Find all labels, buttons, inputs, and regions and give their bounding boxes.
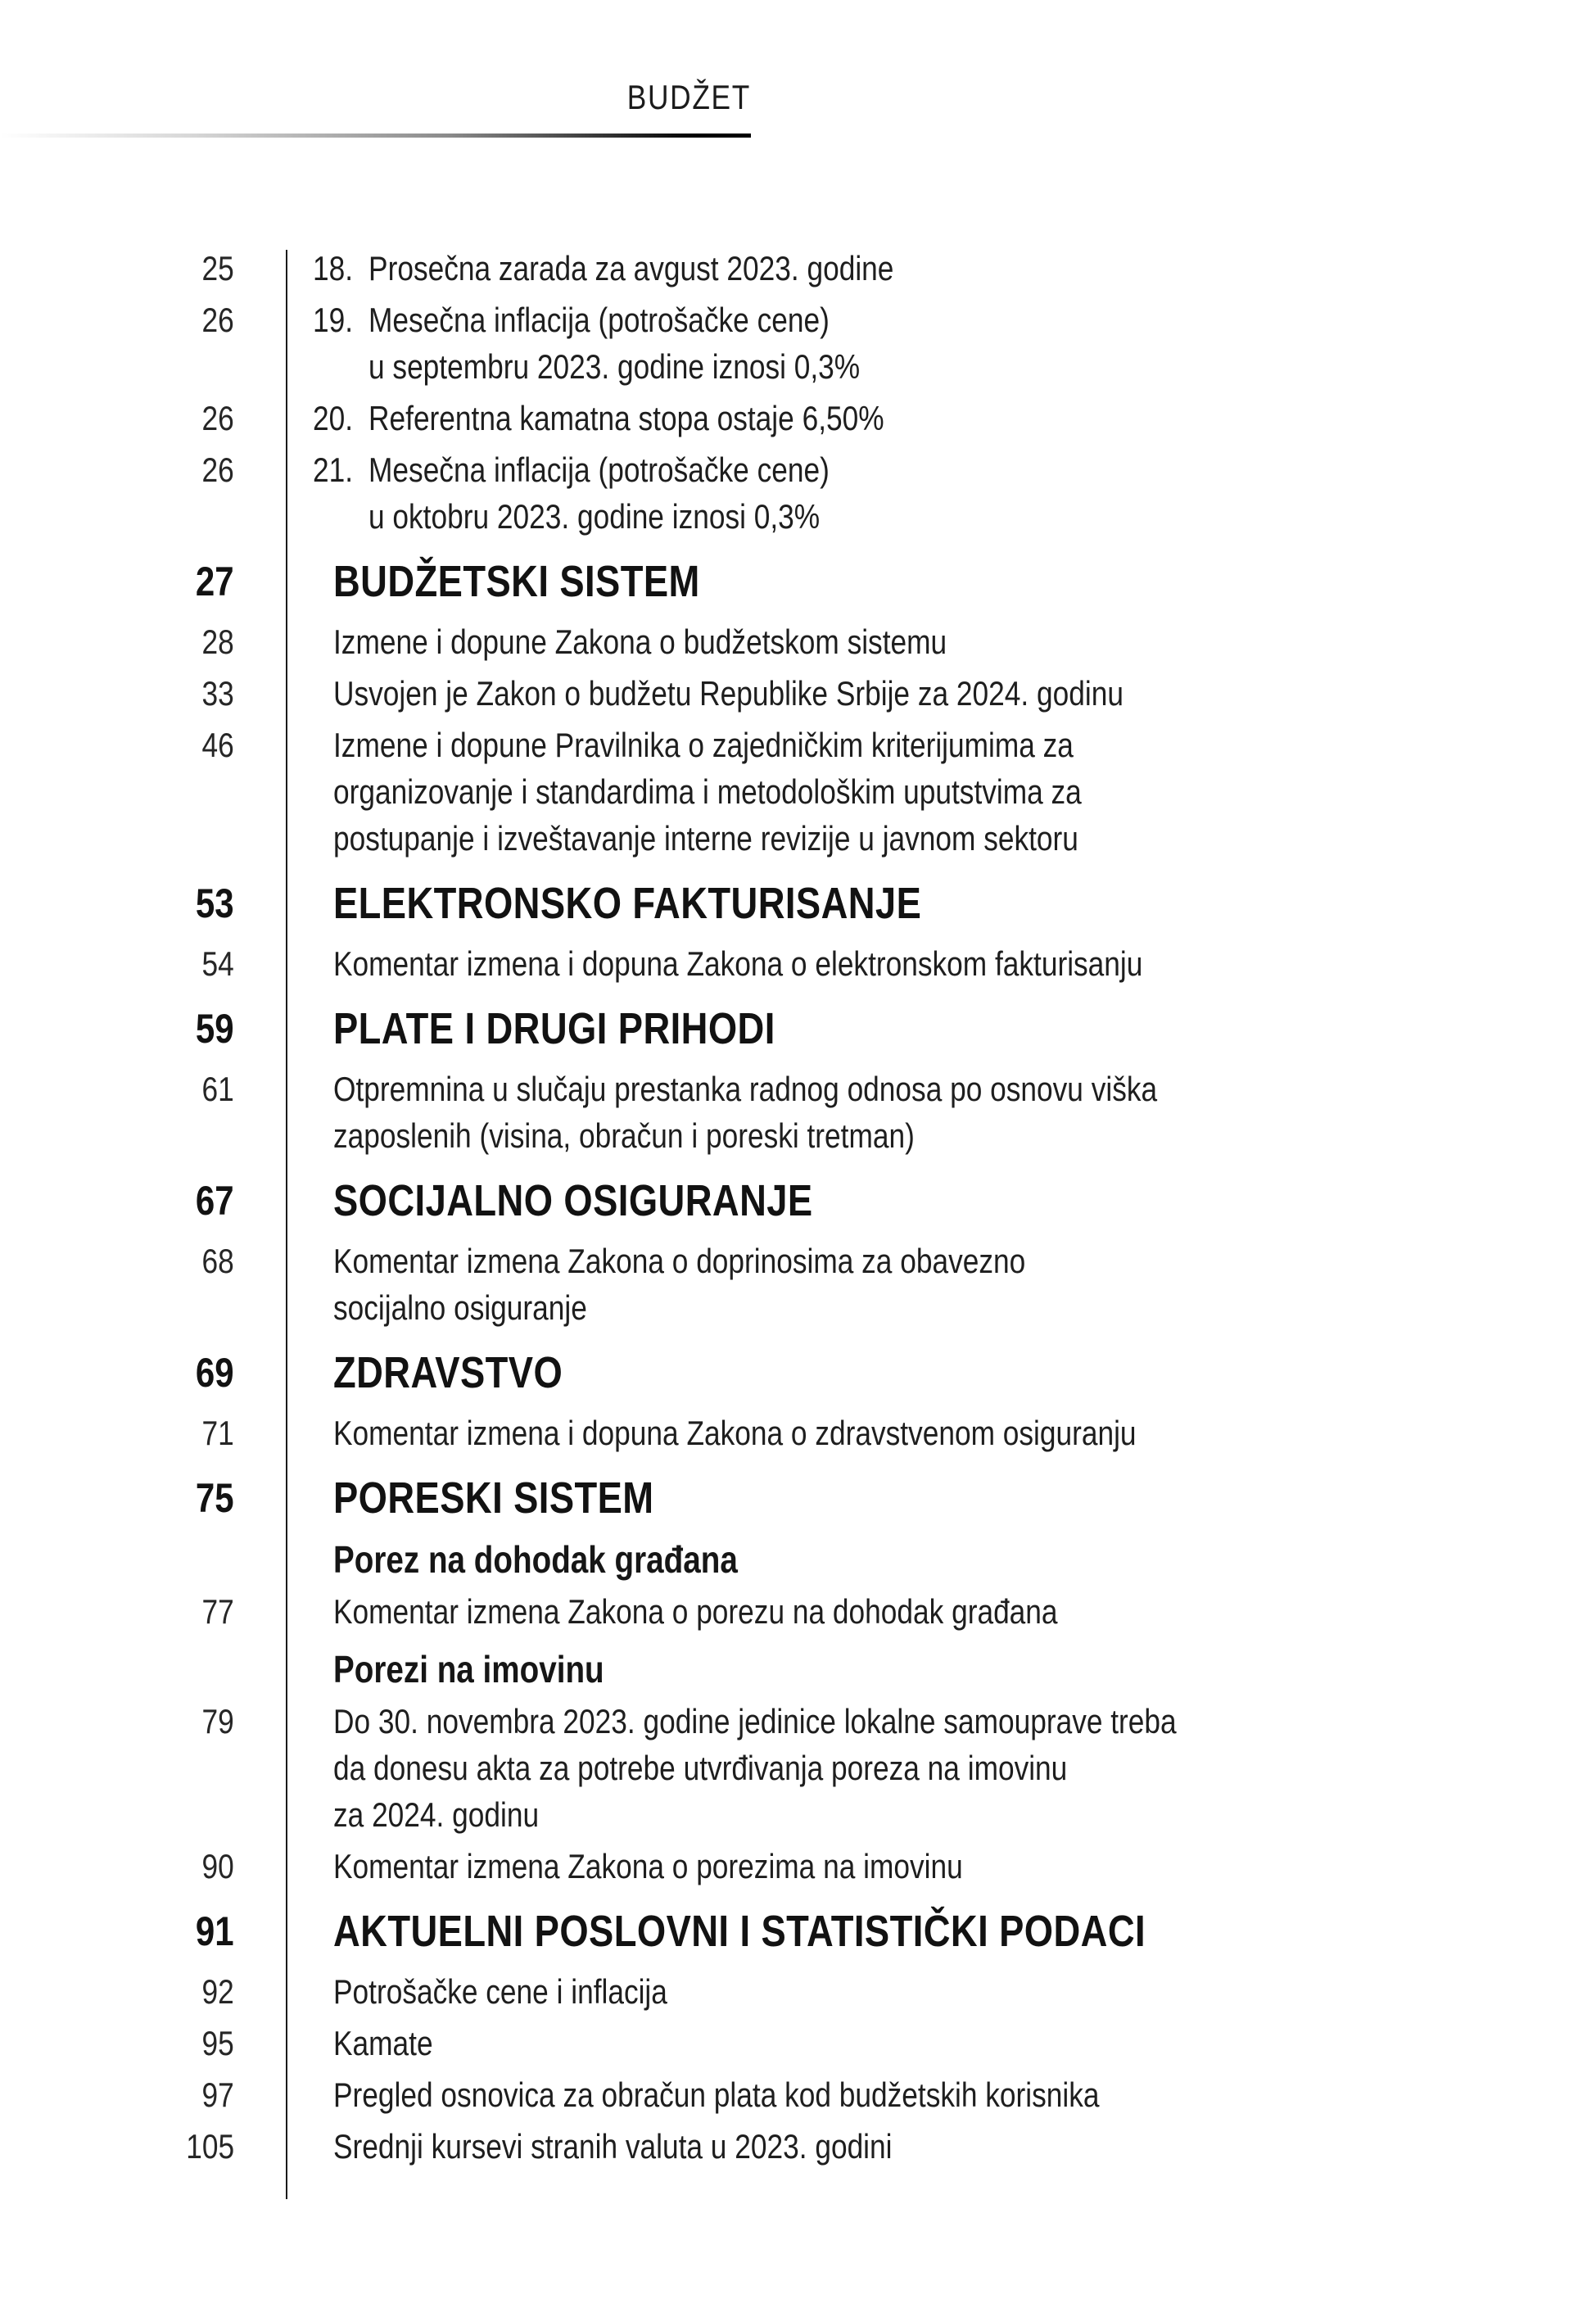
toc-entry-text — [313, 2020, 1596, 2066]
toc-row — [0, 245, 1596, 292]
toc-page-number: 26 — [201, 450, 234, 489]
toc-entry-text — [313, 296, 1596, 390]
toc-entry-line: Srednji kursevi stranih valuta u 2023. godini — [333, 2127, 893, 2166]
toc-row — [0, 1238, 1596, 1331]
toc-entry-text — [313, 2123, 1596, 2170]
toc-entry-line: Komentar izmena i dopuna Zakona o elektronskom fakturisanju — [333, 944, 1143, 983]
toc-entry-line: u oktobru 2023. godine iznosi 0,3% — [368, 497, 821, 536]
toc-page-number: 105 — [186, 2127, 234, 2166]
toc-entry-text — [313, 1588, 1596, 1635]
toc-row — [0, 1904, 1596, 1958]
toc-entry-line: 18. Prosečna zarada za avgust 2023. godine — [313, 245, 1390, 292]
toc-entry-text — [313, 876, 1596, 930]
toc-row — [0, 670, 1596, 717]
toc-entry-text — [313, 1174, 1596, 1228]
toc-entry-text — [313, 940, 1596, 987]
toc-row — [0, 1471, 1596, 1525]
toc-page-number: 90 — [201, 1847, 234, 1885]
toc-row — [0, 1698, 1596, 1838]
toc-row — [0, 1346, 1596, 1400]
toc-entry-line: organizovanje i standardima i metodološkim uputstvima za — [333, 772, 1082, 811]
toc-page-number: 59 — [196, 1006, 234, 1052]
toc-page-number: 26 — [201, 399, 234, 437]
toc-entry-line: PLATE I DRUGI PRIHODI — [333, 1004, 775, 1053]
toc-entry-line: Kamate — [333, 2024, 433, 2062]
toc-ordinal: 19. — [313, 301, 354, 339]
toc-entry-line: Komentar izmena i dopuna Zakona o zdravstvenom osiguranju — [333, 1414, 1137, 1452]
toc-page-number: 92 — [201, 1972, 234, 2011]
toc-page-number: 77 — [201, 1592, 234, 1631]
toc-entry-line: ZDRAVSTVO — [333, 1348, 563, 1397]
toc-page-number: 46 — [201, 726, 234, 764]
toc-entry-line: Izmene i dopune Zakona o budžetskom sistemu — [333, 622, 947, 661]
toc-entry-text — [313, 554, 1596, 609]
toc-page-number: 79 — [201, 1702, 234, 1740]
toc-page-number: 97 — [201, 2075, 234, 2114]
toc-entry-text — [313, 1066, 1596, 1159]
toc-ordinal: 21. — [313, 450, 354, 489]
toc-page-number: 25 — [201, 249, 234, 287]
toc-page-number: 53 — [196, 880, 234, 926]
toc-row — [0, 446, 1596, 540]
toc-entry-line: Porezi na imovinu — [333, 1648, 604, 1691]
toc-row — [0, 1646, 1596, 1693]
toc-page-number: 69 — [196, 1350, 234, 1396]
toc-row — [0, 395, 1596, 441]
toc-ordinal: 18. — [313, 249, 354, 287]
toc-entry-text — [313, 618, 1596, 665]
toc-row — [0, 1002, 1596, 1056]
toc-list — [0, 245, 1596, 2175]
toc-row — [0, 722, 1596, 862]
toc-entry-line: Komentar izmena Zakona o porezima na imovinu — [333, 1847, 963, 1885]
toc-entry-line: Otpremnina u slučaju prestanka radnog odnosa po osnovu viška — [333, 1070, 1158, 1108]
toc-row — [0, 554, 1596, 609]
toc-page-number: 68 — [201, 1242, 234, 1280]
toc-entry-text — [313, 1410, 1596, 1456]
toc-entry-line: 19. Mesečna inflacija (potrošačke cene) — [313, 296, 1390, 343]
toc-row — [0, 2123, 1596, 2170]
toc-row — [0, 1174, 1596, 1228]
toc-entry-line: u septembru 2023. godine iznosi 0,3% — [368, 347, 861, 386]
toc-page-number: 71 — [201, 1414, 234, 1452]
toc-entry-line: PORESKI SISTEM — [333, 1473, 654, 1523]
toc-page-number: 28 — [201, 622, 234, 661]
toc-entry-line: SOCIJALNO OSIGURANJE — [333, 1176, 813, 1225]
toc-entry-line: BUDŽETSKI SISTEM — [333, 557, 700, 606]
toc-entry-line: Komentar izmena Zakona o doprinosima za obavezno — [333, 1242, 1026, 1280]
toc-entry-line: 21. Mesečna inflacija (potrošačke cene) — [313, 446, 1390, 493]
toc-entry-line: AKTUELNI POSLOVNI I STATISTIČKI PODACI — [333, 1907, 1146, 1956]
toc-row — [0, 296, 1596, 390]
toc-entry-line: da donesu akta za potrebe utvrđivanja poreza na imovinu — [333, 1749, 1068, 1787]
toc-entry-text — [313, 1904, 1596, 1958]
toc-page-number: 61 — [201, 1070, 234, 1108]
toc-page-number: 54 — [201, 944, 234, 983]
toc-row — [0, 618, 1596, 665]
toc-row — [0, 1968, 1596, 2015]
toc-entry-line: Pregled osnovica za obračun plata kod budžetskih korisnika — [333, 2075, 1100, 2114]
toc-entry-line: Potrošačke cene i inflacija — [333, 1972, 667, 2011]
toc-entry-line: socijalno osiguranje — [333, 1288, 587, 1327]
toc-page-number: 91 — [196, 1908, 234, 1954]
toc-entry-line: Porez na dohodak građana — [333, 1538, 738, 1581]
toc-row — [0, 876, 1596, 930]
toc-entry-line: postupanje i izveštavanje interne revizije u javnom sektoru — [333, 819, 1078, 858]
toc-entry-text — [313, 1238, 1596, 1331]
toc-ordinal: 20. — [313, 399, 354, 437]
toc-entry-text — [313, 446, 1596, 540]
toc-row — [0, 1066, 1596, 1159]
toc-row — [0, 2020, 1596, 2066]
toc-page-number: 75 — [196, 1475, 234, 1521]
page-header — [0, 77, 751, 118]
toc-row — [0, 2071, 1596, 2118]
toc-page-number: 67 — [196, 1178, 234, 1224]
toc-page-number: 27 — [196, 559, 234, 604]
toc-entry-text — [313, 245, 1596, 292]
toc-entry-text — [313, 2071, 1596, 2118]
toc-entry-line: zaposlenih (visina, obračun i poreski tretman) — [333, 1116, 915, 1155]
toc-row — [0, 940, 1596, 987]
toc-page-number: 95 — [201, 2024, 234, 2062]
page-header-title: BUDŽET — [626, 78, 751, 116]
toc-entry-line: Izmene i dopune Pravilnika o zajedničkim kriterijumima za — [333, 726, 1074, 764]
toc-page-number: 33 — [201, 674, 234, 713]
toc-entry-line: Komentar izmena Zakona o porezu na dohodak građana — [333, 1592, 1058, 1631]
toc-entry-text — [313, 1346, 1596, 1400]
toc-entry-text — [313, 1537, 1596, 1583]
toc-entry-text — [313, 1002, 1596, 1056]
toc-entry-text — [313, 395, 1596, 441]
toc-entry-text — [313, 670, 1596, 717]
toc-entry-text — [313, 1968, 1596, 2015]
toc-entry-text — [313, 1646, 1596, 1693]
toc-entry-line: 20. Referentna kamatna stopa ostaje 6,50% — [313, 395, 1390, 441]
toc-entry-text — [313, 1698, 1596, 1838]
toc-row — [0, 1537, 1596, 1583]
toc-entry-line: za 2024. godinu — [333, 1795, 540, 1834]
toc-row — [0, 1843, 1596, 1890]
toc-row — [0, 1588, 1596, 1635]
toc-entry-text — [313, 1843, 1596, 1890]
toc-row — [0, 1410, 1596, 1456]
header-rule — [0, 134, 751, 138]
toc-entry-line: Do 30. novembra 2023. godine jedinice lokalne samouprave treba — [333, 1702, 1177, 1740]
toc-page-number: 26 — [201, 301, 234, 339]
toc-entry-text — [313, 722, 1596, 862]
toc-entry-line: ELEKTRONSKO FAKTURISANJE — [333, 879, 922, 928]
toc-entry-line: Usvojen je Zakon o budžetu Republike Srbije za 2024. godinu — [333, 674, 1124, 713]
toc-entry-text — [313, 1471, 1596, 1525]
